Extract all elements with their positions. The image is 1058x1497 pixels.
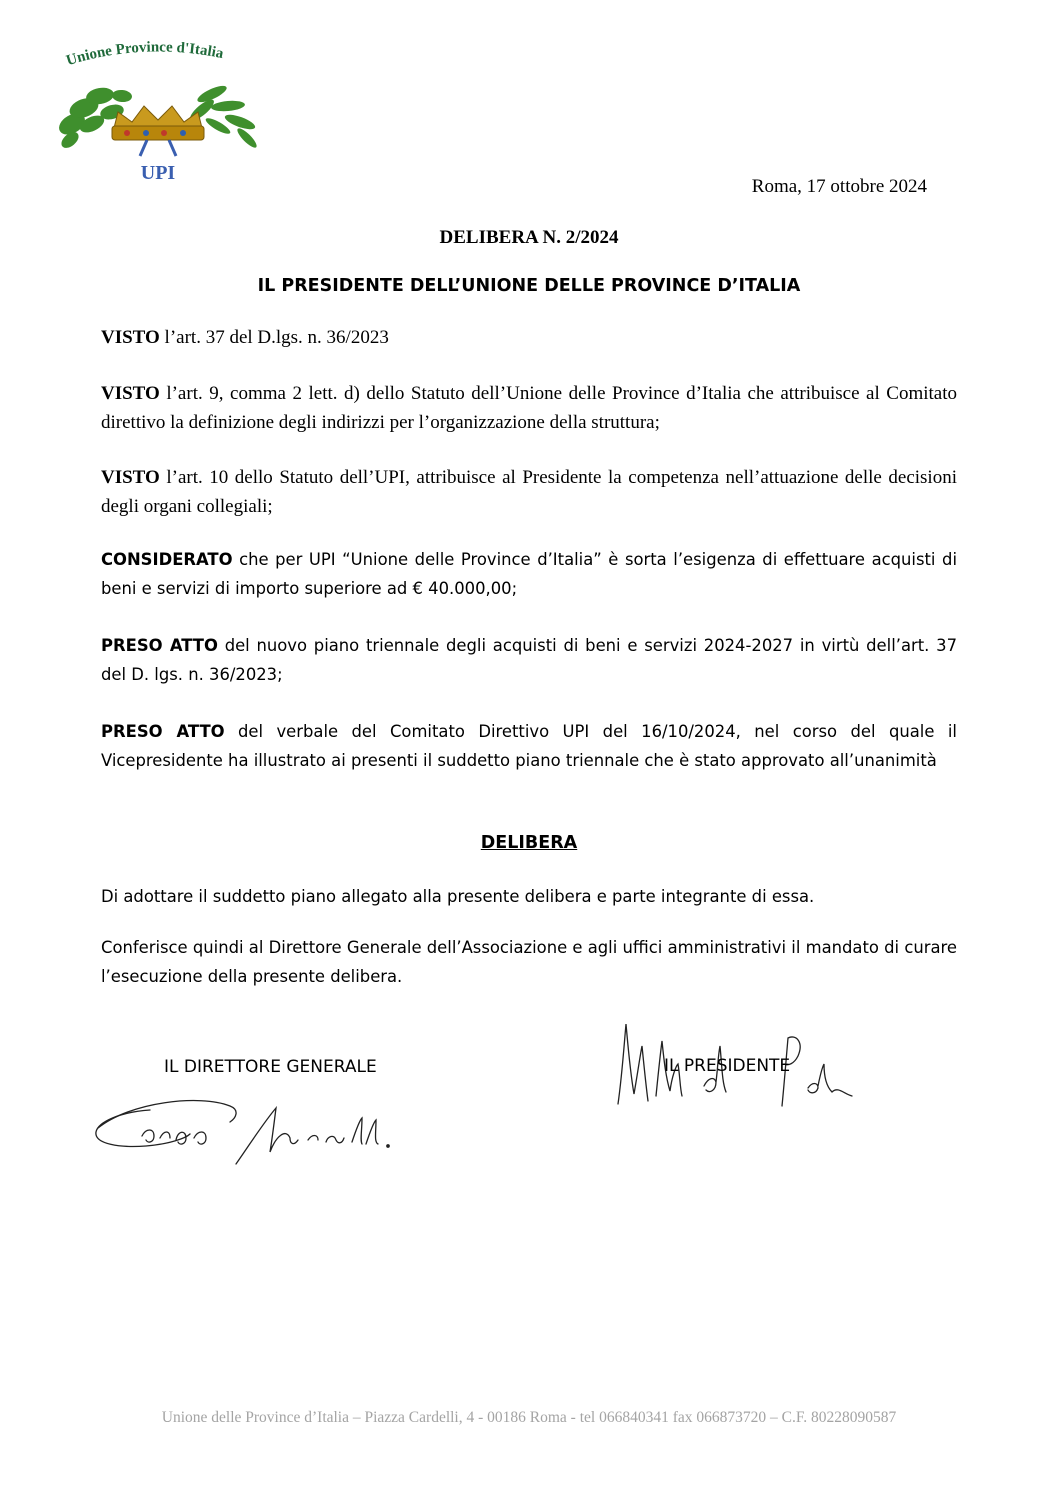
resolution-item: Conferisce quindi al Direttore Generale dell’Associazione e agli uffici amministrativi il mandato di curare l’esecuzione della presente delibera. bbox=[101, 938, 957, 986]
director-general-signature bbox=[90, 1088, 400, 1168]
resolution-heading: DELIBERA bbox=[480, 833, 578, 853]
page-footer: Unione delle Province d’Italia – Piazza Cardelli, 4 - 00186 Roma - tel 066840341 fax 066873720 – C.F. 80228090587 bbox=[161, 1409, 897, 1426]
director-general-title: IL DIRETTORE GENERALE bbox=[164, 1057, 377, 1077]
president-title: IL PRESIDENTE bbox=[664, 1056, 791, 1076]
recital-lead: VISTO bbox=[101, 327, 160, 348]
recital-text: l’art. 9, comma 2 lett. d) dello Statuto dell’Unione delle Province d’Italia che attribuisce al Comitato direttivo la definizione degli indirizzi per l’organizzazione della struttura; bbox=[101, 383, 957, 433]
document-date: Roma, 17 ottobre 2024 bbox=[751, 176, 927, 197]
document-subtitle: IL PRESIDENTE DELL’UNIONE DELLE PROVINCE D’ITALIA bbox=[257, 276, 801, 296]
recital-paragraph bbox=[101, 463, 957, 521]
recital-paragraph bbox=[101, 631, 957, 689]
recital-text: l’art. 37 del D.lgs. n. 36/2023 bbox=[159, 327, 389, 348]
recital-text: l’art. 10 dello Statuto dell’UPI, attribuisce al Presidente la competenza nell’attuazione delle decisioni degli organi collegiali; bbox=[101, 467, 957, 517]
recital-text: del verbale del Comitato Direttivo UPI del 16/10/2024, nel corso del quale il Vicepresidente ha illustrato ai presenti il suddetto piano triennale che è stato approvato all’unanimità bbox=[101, 722, 957, 770]
handwritten-signature-icon bbox=[90, 1088, 400, 1168]
recital-lead: PRESO ATTO bbox=[101, 636, 218, 655]
recital-paragraph bbox=[101, 323, 957, 352]
recital-lead: VISTO bbox=[101, 467, 160, 488]
document-title: DELIBERA N. 2/2024 bbox=[439, 227, 619, 248]
recital-paragraph bbox=[101, 379, 957, 437]
logo-abbrev: UPI bbox=[140, 162, 176, 184]
recital-paragraph bbox=[101, 545, 957, 603]
upi-emblem-icon bbox=[52, 36, 264, 186]
recital-text: del nuovo piano triennale degli acquisti di beni e servizi 2024-2027 in virtù dell’art. 37 del D. lgs. n. 36/2023; bbox=[101, 636, 958, 684]
recital-lead: VISTO bbox=[101, 383, 160, 404]
resolution-item: Di adottare il suddetto piano allegato alla presente delibera e parte integrante di essa. bbox=[101, 887, 815, 906]
recital-lead: CONSIDERATO bbox=[101, 550, 233, 569]
recital-text: che per UPI “Unione delle Province d’Italia” è sorta l’esigenza di effettuare acquisti di beni e servizi di importo superiore ad € 40.000,00; bbox=[101, 550, 957, 598]
recital-paragraph bbox=[101, 717, 957, 775]
logo-text: Unione Province d'Italia bbox=[64, 39, 225, 70]
recital-lead: PRESO ATTO bbox=[101, 722, 225, 741]
upi-logo bbox=[52, 36, 264, 186]
